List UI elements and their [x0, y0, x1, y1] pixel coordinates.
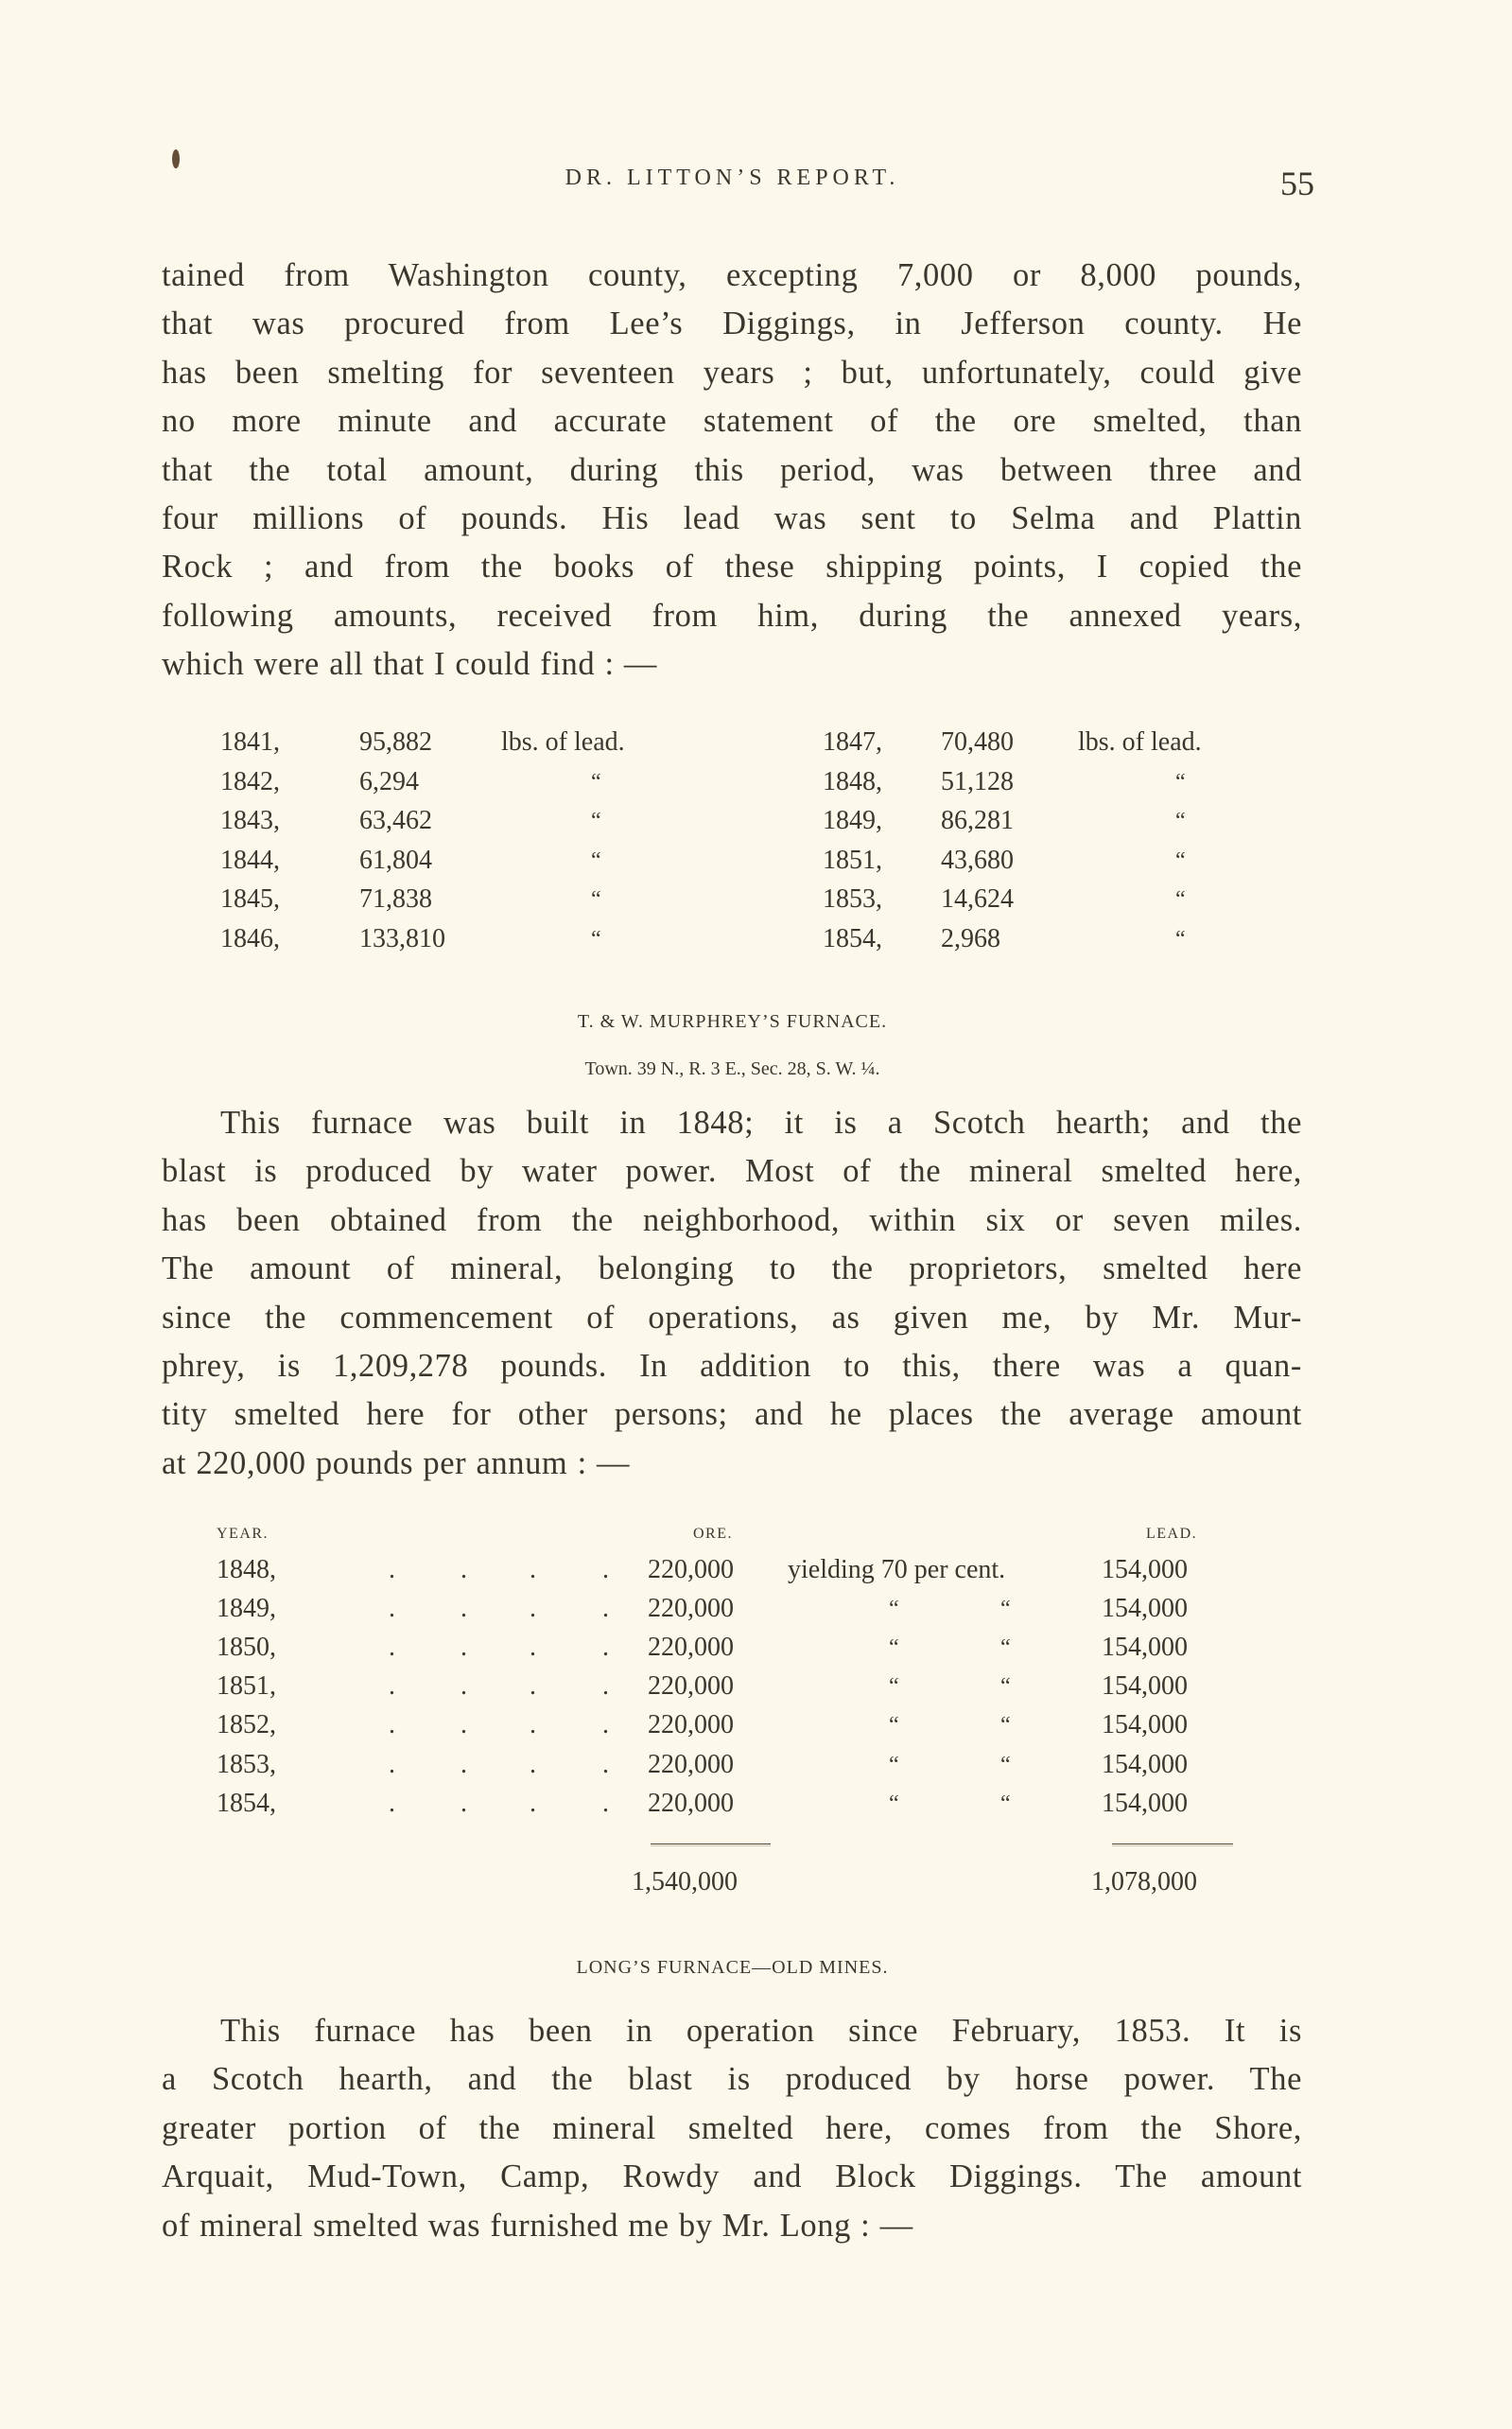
text-line: Rock ; and from the books of these shipping points, I copied the: [162, 549, 1302, 585]
leader-dot: .: [389, 1789, 395, 1818]
year-cell: 1850,: [217, 1633, 276, 1662]
column-header-ore: ORE.: [693, 1526, 733, 1542]
ditto-mark: “: [889, 1674, 899, 1699]
paragraph-murphrey-furnace: [162, 1099, 1302, 1488]
leader-dot: .: [602, 1633, 609, 1662]
column-header-lead: LEAD.: [1146, 1526, 1198, 1542]
leader-dot: .: [530, 1710, 536, 1739]
year-cell: 1854,: [823, 924, 882, 953]
ore-cell: 220,000: [648, 1750, 734, 1779]
ditto-mark: “: [889, 1791, 899, 1816]
year-cell: 1851,: [217, 1671, 276, 1701]
text-line: that was procured from Lee’s Diggings, in Jefferson county. He: [162, 306, 1302, 342]
running-title: DR. LITTON’S REPORT.: [565, 166, 900, 190]
ditto-mark: “: [889, 1635, 899, 1660]
text-line: that the total amount, during this period, was between three and: [162, 451, 1302, 488]
ditto-mark: “: [591, 770, 601, 795]
text-line: four millions of pounds. His lead was sent to Selma and Plattin: [162, 499, 1302, 536]
text-line: blast is produced by water power. Most of the mineral smelted here,: [162, 1153, 1302, 1190]
leader-dot: .: [461, 1750, 467, 1779]
ditto-mark: “: [591, 848, 601, 873]
leader-dot: .: [602, 1789, 609, 1818]
text-line: This furnace has been in operation since February, 1853. It is: [220, 2013, 1302, 2049]
leader-dot: .: [530, 1750, 536, 1779]
ditto-mark: “: [889, 1597, 899, 1621]
leader-dot: .: [602, 1750, 609, 1779]
year-cell: 1842,: [220, 767, 280, 796]
year-cell: 1847,: [823, 727, 882, 757]
amount-cell: 61,804: [359, 846, 432, 875]
leader-dot: .: [530, 1555, 536, 1584]
ore-cell: 220,000: [648, 1594, 734, 1623]
text-line: following amounts, received from him, during the annexed years,: [162, 597, 1302, 634]
column-header-year: YEAR.: [217, 1526, 269, 1542]
text-line: since the commencement of operations, as given me, by Mr. Mur-: [162, 1299, 1302, 1336]
ditto-mark: “: [889, 1713, 899, 1738]
text-line: tity smelted here for other persons; and he places the average amount: [162, 1396, 1302, 1433]
ditto-mark: “: [591, 927, 601, 952]
year-cell: 1848,: [823, 767, 882, 796]
leader-dot: .: [389, 1671, 395, 1701]
text-line: This furnace was built in 1848; it is a Scotch hearth; and the: [220, 1105, 1302, 1141]
leader-dot: .: [461, 1671, 467, 1701]
year-cell: 1846,: [220, 924, 280, 953]
leader-dot: .: [389, 1750, 395, 1779]
leader-dot: .: [602, 1555, 609, 1584]
text-line: which were all that I could find : —: [162, 646, 657, 683]
leader-dot: .: [530, 1633, 536, 1662]
leader-dot: .: [389, 1555, 395, 1584]
text-line: Arquait, Mud-Town, Camp, Rowdy and Block Diggings. The amount: [162, 2158, 1302, 2195]
year-cell: 1853,: [217, 1750, 276, 1779]
amount-cell: 133,810: [359, 924, 445, 953]
ditto-mark: “: [1000, 1635, 1011, 1660]
lead-cell: 154,000: [1102, 1750, 1188, 1779]
section-heading-long: LONG’S FURNACE—OLD MINES.: [576, 1957, 889, 1978]
year-cell: 1844,: [220, 846, 280, 875]
amount-cell: 2,968: [941, 924, 1000, 953]
amount-cell: 70,480: [941, 727, 1014, 757]
paragraph-long-furnace: [162, 2007, 1302, 2250]
text-line: tained from Washington county, excepting 7,000 or 8,000 pounds,: [162, 257, 1302, 293]
ditto-mark: “: [1000, 1597, 1011, 1621]
ditto-mark: “: [1000, 1791, 1011, 1816]
text-line: The amount of mineral, belonging to the proprietors, smelted here: [162, 1250, 1302, 1287]
text-line: at 220,000 pounds per annum : —: [162, 1444, 631, 1481]
year-cell: 1848,: [217, 1555, 276, 1584]
yield-note: yielding 70 per cent.: [788, 1555, 1006, 1584]
unit-label: lbs. of lead.: [1078, 727, 1202, 757]
ditto-mark: “: [1175, 887, 1186, 912]
leader-dot: .: [602, 1671, 609, 1701]
amount-cell: 14,624: [941, 884, 1014, 914]
ore-cell: 220,000: [648, 1789, 734, 1818]
year-cell: 1843,: [220, 806, 280, 835]
ditto-mark: “: [1000, 1753, 1011, 1777]
leader-dot: .: [389, 1633, 395, 1662]
amount-cell: 43,680: [941, 846, 1014, 875]
amount-cell: 51,128: [941, 767, 1014, 796]
amount-cell: 6,294: [359, 767, 419, 796]
leader-dot: .: [530, 1671, 536, 1701]
leader-dot: .: [461, 1789, 467, 1818]
text-line: of mineral smelted was furnished me by Mr. Long : —: [162, 2207, 913, 2244]
total-ore: 1,540,000: [632, 1867, 738, 1896]
amount-cell: 71,838: [359, 884, 432, 914]
section-location: Town. 39 N., R. 3 E., Sec. 28, S. W. ¼.: [584, 1058, 880, 1079]
text-line: has been smelting for seventeen years ; but, unfortunately, could give: [162, 354, 1302, 391]
text-line: no more minute and accurate statement of the ore smelted, than: [162, 403, 1302, 440]
lead-cell: 154,000: [1102, 1633, 1188, 1662]
leader-dot: .: [461, 1633, 467, 1662]
text-line: phrey, is 1,209,278 pounds. In addition to this, there was a quan-: [162, 1347, 1302, 1384]
lead-cell: 154,000: [1102, 1555, 1188, 1584]
ore-cell: 220,000: [648, 1555, 734, 1584]
unit-label: lbs. of lead.: [501, 727, 625, 757]
year-cell: 1841,: [220, 727, 280, 757]
leader-dot: .: [389, 1594, 395, 1623]
ditto-mark: “: [1175, 927, 1186, 952]
text-line: greater portion of the mineral smelted here, comes from the Shore,: [162, 2109, 1302, 2146]
leader-dot: .: [602, 1594, 609, 1623]
leader-dot: .: [602, 1710, 609, 1739]
ore-cell: 220,000: [648, 1671, 734, 1701]
year-cell: 1853,: [823, 884, 882, 914]
paragraph-washington-county: [162, 252, 1302, 690]
lead-cell: 154,000: [1102, 1789, 1188, 1818]
year-cell: 1849,: [217, 1594, 276, 1623]
ditto-mark: “: [1175, 809, 1186, 833]
page-number: 55: [1280, 165, 1314, 202]
lead-cell: 154,000: [1102, 1594, 1188, 1623]
ditto-mark: “: [1175, 770, 1186, 795]
lead-cell: 154,000: [1102, 1710, 1188, 1739]
year-cell: 1854,: [217, 1789, 276, 1818]
amount-cell: 86,281: [941, 806, 1014, 835]
total-lead: 1,078,000: [1091, 1867, 1197, 1896]
amount-cell: 63,462: [359, 806, 432, 835]
leader-dot: .: [461, 1710, 467, 1739]
section-heading-murphrey: T. & W. MURPHREY’S FURNACE.: [577, 1011, 888, 1032]
ditto-mark: “: [591, 809, 601, 833]
ore-cell: 220,000: [648, 1710, 734, 1739]
year-cell: 1849,: [823, 806, 882, 835]
leader-dot: .: [530, 1789, 536, 1818]
ditto-mark: “: [1000, 1713, 1011, 1738]
amount-cell: 95,882: [359, 727, 432, 757]
ditto-mark: “: [591, 887, 601, 912]
leader-dot: .: [461, 1555, 467, 1584]
text-line: has been obtained from the neighborhood, within six or seven miles.: [162, 1201, 1302, 1238]
year-cell: 1851,: [823, 846, 882, 875]
ore-cell: 220,000: [648, 1633, 734, 1662]
text-line: a Scotch hearth, and the blast is produced by horse power. The: [162, 2061, 1302, 2098]
ditto-mark: “: [889, 1753, 899, 1777]
ditto-mark: “: [1000, 1674, 1011, 1699]
leader-dot: .: [461, 1594, 467, 1623]
year-cell: 1845,: [220, 884, 280, 914]
ditto-mark: “: [1175, 848, 1186, 873]
leader-dot: .: [530, 1594, 536, 1623]
leader-dot: .: [389, 1710, 395, 1739]
year-cell: 1852,: [217, 1710, 276, 1739]
lead-cell: 154,000: [1102, 1671, 1188, 1701]
